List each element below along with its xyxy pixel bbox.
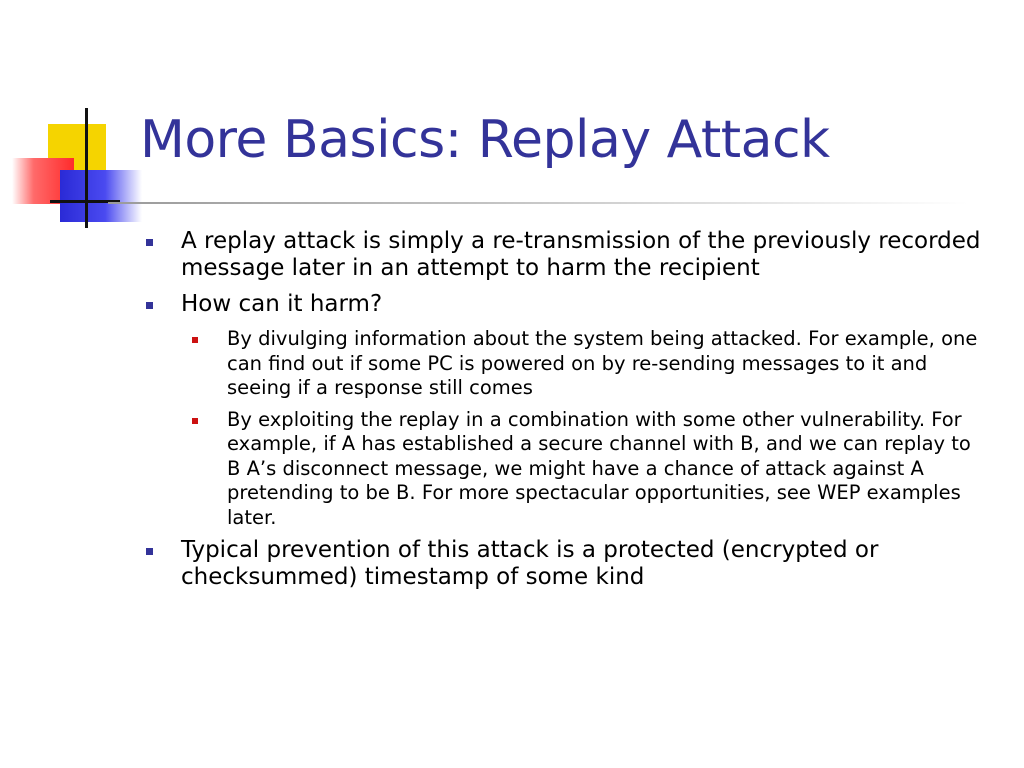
slide-title: More Basics: Replay Attack: [140, 110, 830, 170]
vertical-line-icon: [85, 108, 88, 228]
blue-square-icon: [60, 170, 142, 222]
sub-bullet-square-icon: [192, 337, 198, 343]
sub-bullet-list: [140, 327, 990, 530]
sub-bullet-square-icon: [192, 418, 198, 424]
title-underline: [108, 202, 968, 204]
bullet-square-icon: [146, 548, 153, 555]
bullet-text: Typical prevention of this attack is a protected (encrypted or checksummed) timestamp of some kind: [181, 537, 879, 590]
sub-bullet-item: [186, 327, 990, 401]
bullet-item: [140, 537, 990, 591]
sub-bullet-text: By exploiting the replay in a combination with some other vulnerability. For example, if A has established a secure channel with B, and we can replay to B A’s disconnect message, we might have a chance of attack against A pretending to be B. For more spectacular opportunities, see WEP examples later.: [227, 407, 971, 529]
sub-bullet-text: By divulging information about the system being attacked. For example, one can find out if some PC is powered on by re-sending messages to it and seeing if a response still comes: [227, 327, 978, 399]
bullet-item: [140, 291, 990, 318]
sub-bullet-item: [186, 408, 990, 531]
slide-template-logo-icon: [0, 0, 160, 240]
bullet-item: [140, 228, 990, 282]
bullet-text: A replay attack is simply a re-transmission of the previously recorded message later in an attempt to harm the recipient: [181, 228, 981, 281]
slide-body: [140, 228, 990, 600]
bullet-square-icon: [146, 302, 153, 309]
bullet-text: How can it harm?: [181, 291, 383, 317]
bullet-square-icon: [146, 239, 153, 246]
